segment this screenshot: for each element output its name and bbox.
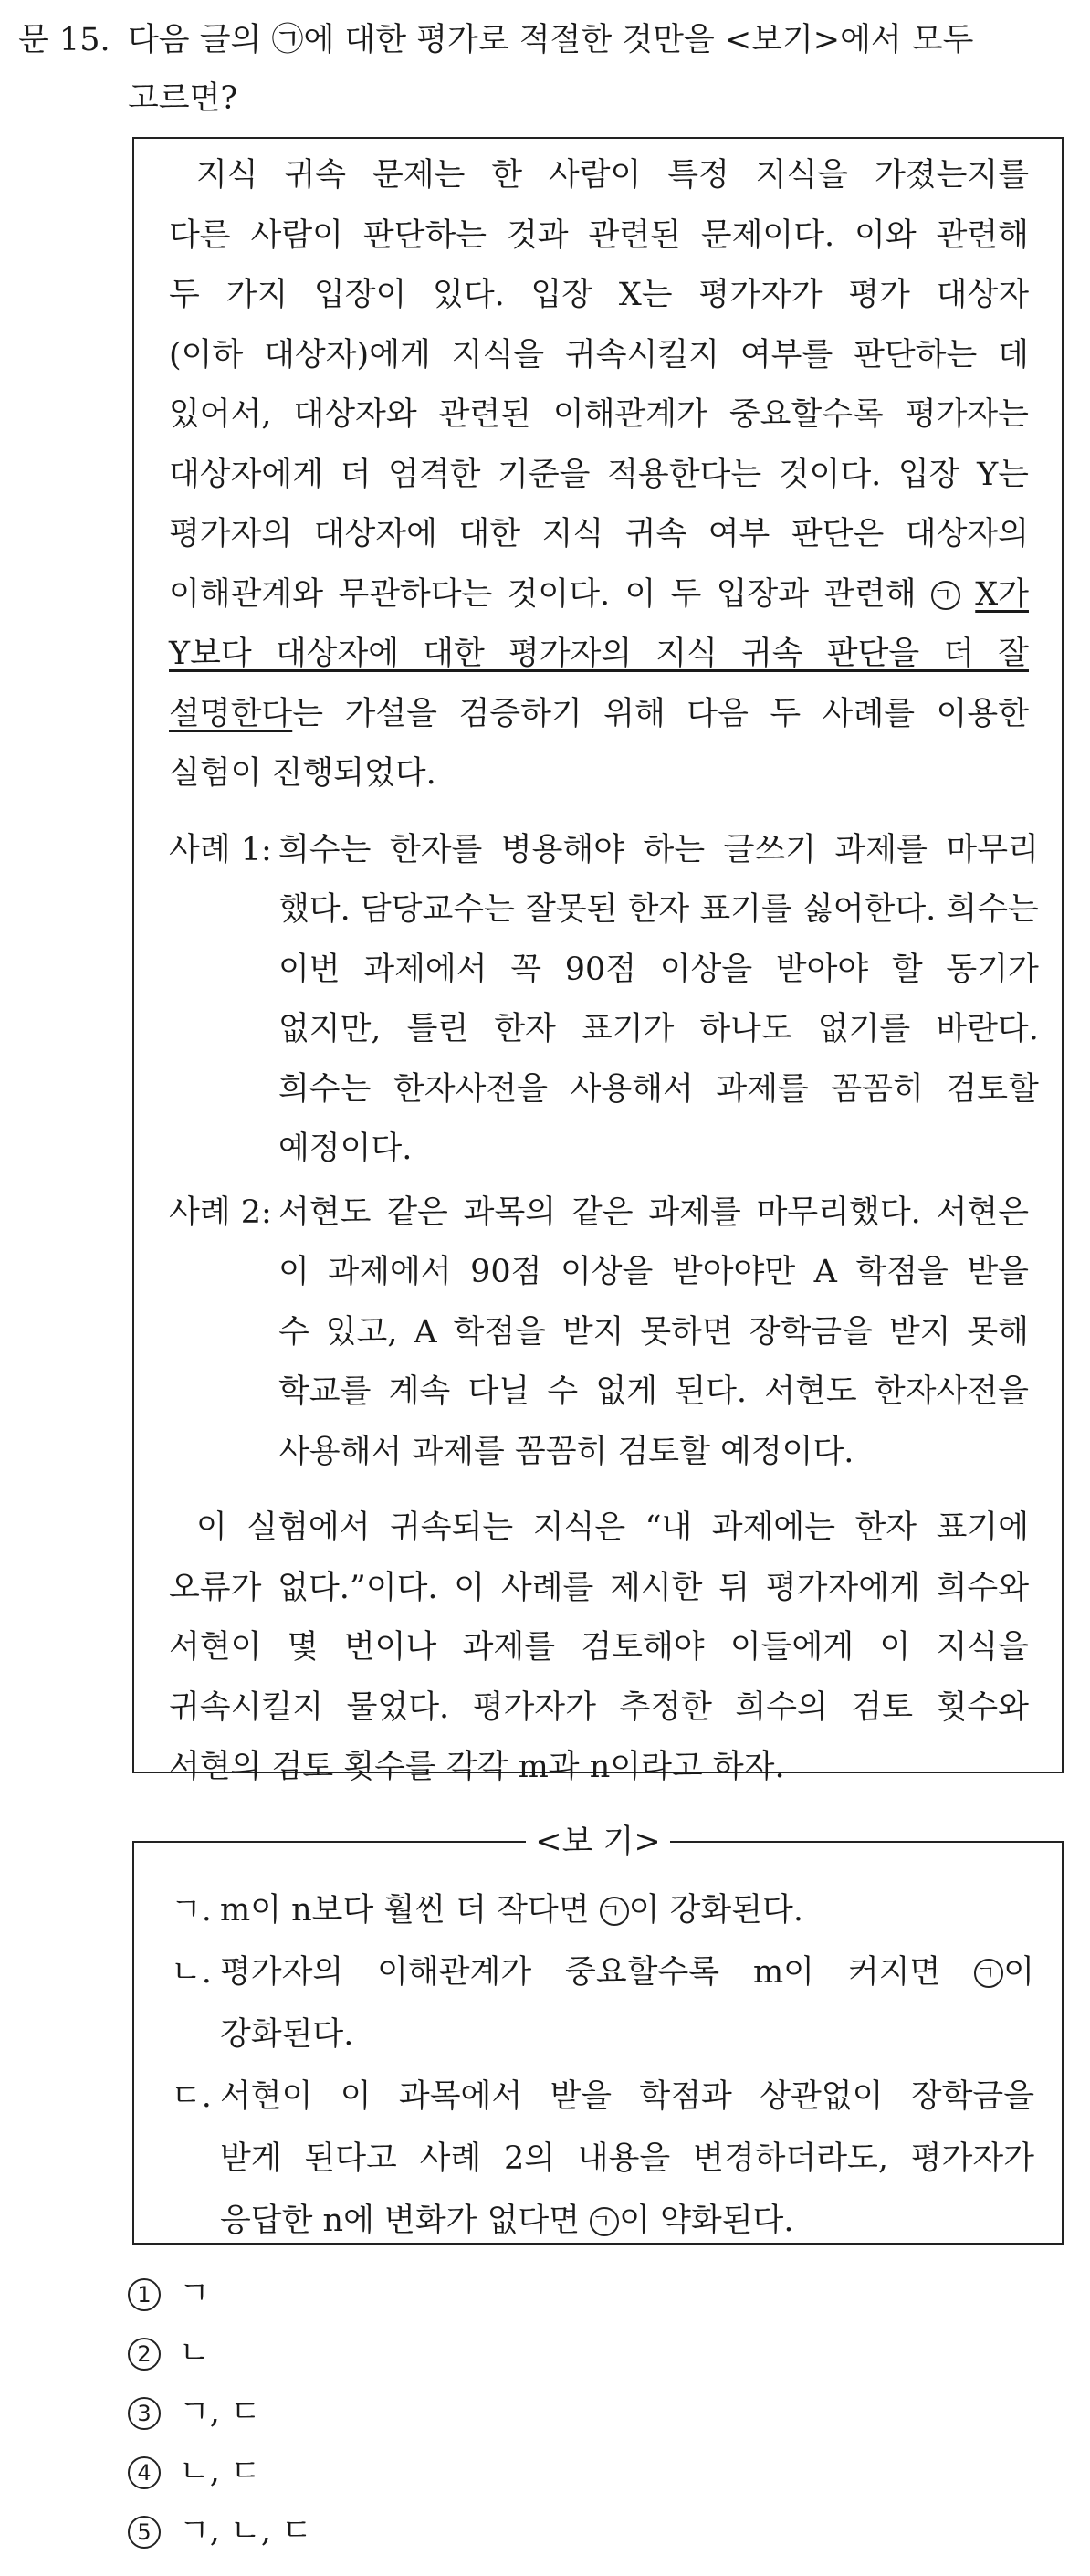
boki-line: m이 n보다 훨씬 더 작다면 ㄱ 이 강화된다. [220,1892,803,1929]
case-1-line: 이번 과제에서 꼭 90점 이상을 받아야 할 동기가 [278,951,1039,988]
boki-line: 서현이 이 과목에서 받을 학점과 상관없이 장학금을 [220,2078,1034,2115]
passage-line: 두 가지 입장이 있다. 입장 X는 평가자가 평가 대상자 [169,277,1029,313]
boki-item-giyeok [171,1879,1034,1941]
passage-line: 평가자의 대상자에 대한 지식 귀속 여부 판단은 대상자의 [169,516,1029,552]
boki-item-nieun [171,1941,1034,2066]
case-2-line: 학교를 계속 다닐 수 없게 된다. 서현도 한자사전을 [278,1373,1029,1410]
case-1-line: 희수는 한자를 병용해야 하는 글쓰기 과제를 마무리 [278,831,1039,868]
boki-mark: ㄴ. [171,1954,212,1991]
boki-title: <보 기> [132,1819,1064,1865]
boki-line: 응답한 n에 변화가 없다면 ㄱ 이 약화된다. [220,2203,794,2239]
boki-mark: ㄷ. [171,2078,212,2115]
choice-number-icon: 2 [128,2338,161,2371]
passage-line-text: 는 가설을 검증하기 위해 다음 두 사례를 이용한 [292,695,1029,732]
case-2 [169,1183,1029,1483]
boki-text [220,1879,1034,1941]
choice-text: ㄱ, ㄴ, ㄷ [179,2513,312,2550]
passage-line: 있어서, 대상자와 관련된 이해관계가 중요할수록 평가자는 [169,396,1029,433]
passage-line-after-underline [169,685,1029,745]
closing-line: 이 실험에서 귀속되는 지식은 “내 과제에는 한자 표기에 [196,1509,1029,1546]
passage-line-text: 이해관계와 무관하다는 것이다. 이 두 입장과 관련해 [169,575,917,613]
question-prompt: 다음 글의 ㉠에 대한 평가로 적절한 것만을 <보기>에서 모두 [128,22,974,58]
choice-number-icon: 4 [128,2456,161,2489]
marker-giyeok-icon: ㄱ [600,1897,629,1926]
case-1-line: 희수는 한자사전을 사용해서 과제를 꼼꼼히 검토할 [278,1070,1039,1108]
passage-line: (이하 대상자)에게 지식을 귀속시킬지 여부를 판단하는 데 [169,336,1029,373]
boki-box [132,1841,1064,2245]
passage-line-with-marker [169,565,1029,626]
case-2-line: 이 과제에서 90점 이상을 받아야만 A 학점을 받을 [278,1254,1029,1290]
boki-text [220,2066,1034,2252]
answer-choices [128,2265,312,2561]
choice-text: ㄴ [179,2335,210,2371]
passage-closing [169,1498,1029,1798]
marker-giyeok-icon: ㄱ [974,1959,1003,1988]
underlined-hypothesis-part-2: Y보다 대상자에 대한 평가자의 지식 귀속 판단을 더 잘 [169,636,1029,672]
choice-5[interactable] [128,2502,312,2561]
case-1 [169,821,1039,1180]
choice-3[interactable] [128,2383,312,2443]
boki-line: 평가자의 이해관계가 중요할수록 m이 커지면 ㄱ 이 [220,1954,1034,1991]
choice-number-icon: 5 [128,2516,161,2549]
underlined-hypothesis-part-3: 설명한다 [169,695,293,732]
case-1-line: 없지만, 틀린 한자 표기가 하나도 없기를 바란다. [278,1011,1039,1047]
choice-number-icon: 3 [128,2397,161,2430]
passage-line: 다른 사람이 판단하는 것과 관련된 문제이다. 이와 관련해 [169,216,1029,254]
case-2-body [278,1183,1029,1483]
choice-text: ㄱ [179,2276,210,2312]
passage-intro [169,146,1029,804]
boki-mark: ㄱ. [171,1892,212,1929]
choice-number-icon: 1 [128,2278,161,2311]
case-1-line: 예정이다. [278,1130,413,1167]
passage-line: 대상자에게 더 엄격한 기준을 적용한다는 것이다. 입장 Y는 [169,456,1029,493]
boki-line: 받게 된다고 사례 2의 내용을 변경하더라도, 평가자가 [220,2140,1034,2177]
case-1-line: 했다. 담당교수는 잘못된 한자 표기를 싫어한다. 희수는 [278,891,1039,928]
case-2-line: 서현도 같은 과목의 같은 과제를 마무리했다. 서현은 [278,1193,1029,1231]
case-1-body [278,821,1039,1180]
choice-text: ㄴ, ㄷ [179,2454,261,2490]
choice-2[interactable] [128,2324,312,2383]
case-1-label: 사례 1: [169,831,272,868]
passage-box [132,137,1064,1785]
closing-line: 서현의 검토 횟수를 각각 m과 n이라고 하자. [169,1749,785,1785]
underlined-hypothesis-part-1: X가 [975,575,1029,613]
case-2-line: 사용해서 과제를 꼼꼼히 검토할 예정이다. [278,1433,854,1470]
boki-text [220,1941,1034,2066]
closing-line: 서현이 몇 번이나 과제를 검토해야 이들에게 이 지식을 [169,1629,1029,1666]
choice-text: ㄱ, ㄷ [179,2394,261,2431]
question-header [18,11,1077,128]
question-number: 문 15. [18,22,110,58]
question-line-1 [18,11,1077,69]
closing-line: 귀속시킬지 물었다. 평가자가 추정한 희수의 검토 횟수와 [169,1688,1029,1726]
marker-giyeok-icon: ㄱ [931,581,960,610]
boki-line: 강화된다. [220,2016,354,2053]
closing-line: 오류가 없다.”이다. 이 사례를 제시한 뒤 평가자에게 희수와 [169,1569,1029,1606]
marker-giyeok-icon: ㄱ [590,2207,619,2236]
case-2-label: 사례 2: [169,1193,272,1231]
passage-line: 실험이 진행되었다. [169,755,436,792]
question-line-2: 고르면? [128,80,238,117]
passage-line: 지식 귀속 문제는 한 사람이 특정 지식을 가졌는지를 [196,157,1029,194]
choice-1[interactable] [128,2265,312,2324]
boki-item-digeut [171,2066,1034,2252]
choice-4[interactable] [128,2443,312,2502]
case-2-line: 수 있고, A 학점을 받지 못하면 장학금을 받지 못해 [278,1313,1029,1351]
